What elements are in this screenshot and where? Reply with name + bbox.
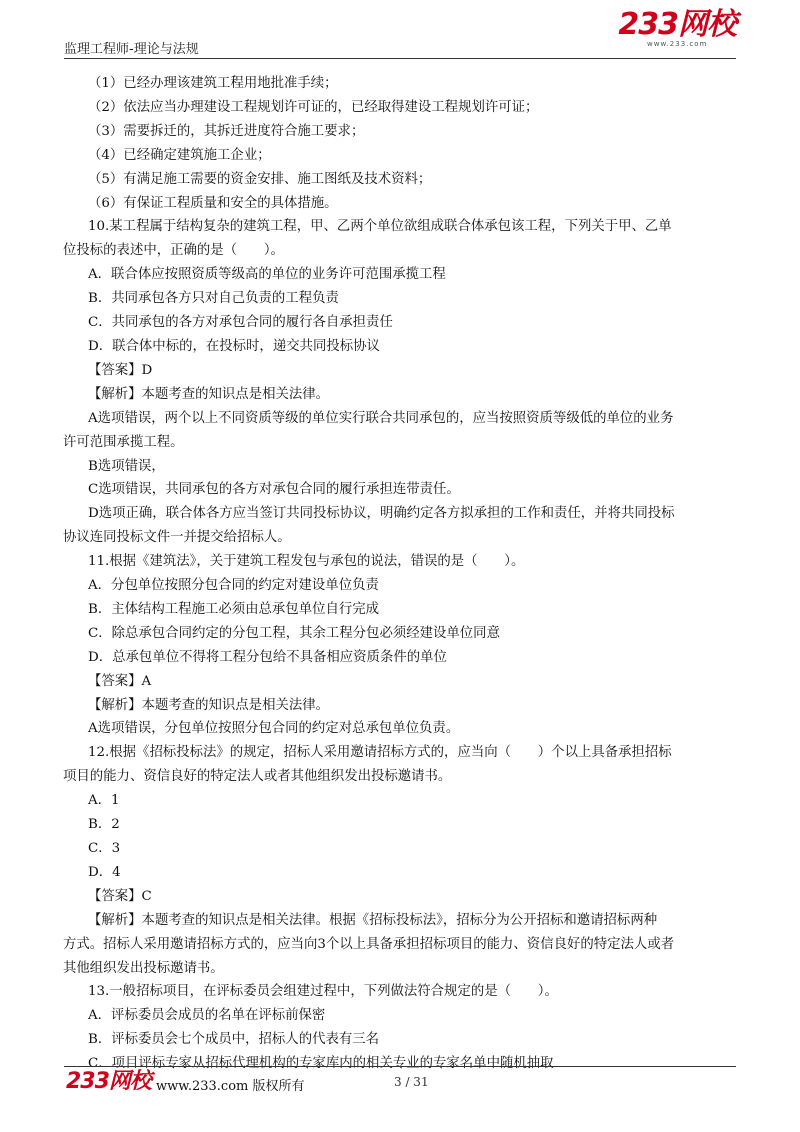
option-line: B．2 — [88, 817, 120, 833]
analysis-line: A选项错误，两个以上不同资质等级的单位实行联合共同承包的，应当按照资质等级低的单位的业务 — [88, 410, 674, 426]
analysis-line: 方式。招标人采用邀请招标方式的，应当向3个以上具备承担招标项目的能力、资信良好的特定法人或者 — [63, 936, 675, 952]
question-stem: 位投标的表述中，正确的是（ ）。 — [63, 243, 284, 259]
option-line: A．评标委员会成员的名单在评标前保密 — [88, 1008, 326, 1024]
option-line: A．分包单位按照分包合同的约定对建设单位负责 — [88, 578, 379, 594]
footer-logo-text: 233网校 — [66, 1069, 151, 1094]
option-line: B．共同承包各方只对自己负责的工程负责 — [88, 291, 339, 307]
text-line: （4）已经确定建筑施工企业； — [88, 147, 271, 163]
option-line: C．除总承包合同约定的分包工程，其余工程分包必须经建设单位同意 — [88, 625, 500, 641]
logo-text: 233网校 — [618, 7, 736, 42]
question-stem: 11.根据《建筑法》，关于建筑工程发包与承包的说法，错误的是（ ）。 — [88, 554, 525, 570]
header-title: 监理工程师-理论与法规 — [64, 42, 199, 57]
question-stem: 项目的能力、资信良好的特定法人或者其他组织发出投标邀请书。 — [63, 769, 452, 785]
text-line: （1）已经办理该建筑工程用地批准手续； — [88, 76, 338, 91]
analysis-line: 【解析】本题考查的知识点是相关法律。根据《招标投标法》，招标分为公开招标和邀请招标两种 — [88, 912, 658, 928]
page-header — [64, 0, 736, 62]
option-line: D．联合体中标的，在投标时，递交共同投标协议 — [88, 338, 380, 354]
analysis-line: D选项正确，联合体各方应当签订共同投标协议，明确约定各方拟承担的工作和责任，并将共同投标 — [88, 506, 675, 522]
page-number: 3 / 31 — [394, 1075, 429, 1089]
analysis-line: 【解析】本题考查的知识点是相关法律。 — [88, 386, 330, 402]
question-stem: 13.一般招标项目，在评标委员会组建过程中，下列做法符合规定的是（ ）。 — [88, 984, 558, 1000]
option-line: A．1 — [88, 793, 120, 809]
analysis-line: A选项错误，分包单位按照分包合同的约定对总承包单位负责。 — [88, 721, 460, 737]
analysis-line: 【解析】本题考查的知识点是相关法律。 — [88, 697, 330, 713]
analysis-line: 其他组织发出投标邀请书。 — [63, 960, 224, 976]
footer-logo — [66, 1071, 151, 1093]
page-footer — [64, 1066, 736, 1106]
analysis-line: 协议连同投标文件一并提交给招标人。 — [63, 530, 291, 546]
question-stem: 12.根据《招标投标法》的规定，招标人采用邀请招标方式的，应当向（ ）个以上具备承担招标 — [88, 745, 672, 761]
option-line: C．3 — [88, 841, 121, 856]
option-line: B．主体结构工程施工必须由总承包单位自行完成 — [88, 601, 380, 617]
logo-url: www.233.com — [647, 40, 708, 48]
document-body — [63, 72, 736, 1076]
question-stem: 10.某工程属于结构复杂的建筑工程，甲、乙两个单位欲组成联合体承包该工程，下列关于甲、乙单 — [88, 219, 672, 235]
text-line: （5）有满足施工需要的资金安排、施工图纸及技术资料； — [88, 171, 432, 187]
answer-line: 【答案】C — [88, 888, 152, 904]
option-line: B．评标委员会七个成员中，招标人的代表有三名 — [88, 1032, 380, 1048]
brand-logo — [618, 7, 736, 48]
copyright-text: www.233.com 版权所有 — [156, 1079, 305, 1094]
analysis-line: B选项错误， — [88, 458, 165, 474]
header-divider — [64, 58, 736, 59]
analysis-line: C选项错误，共同承包的各方对承包合同的履行承担连带责任。 — [88, 482, 460, 498]
analysis-line: 许可范围承揽工程。 — [63, 434, 184, 450]
option-line: D．总承包单位不得将工程分包给不具备相应资质条件的单位 — [88, 649, 447, 665]
footer-divider — [64, 1066, 736, 1067]
option-line: C．共同承包的各方对承包合同的履行各自承担责任 — [88, 315, 393, 331]
text-line: （3）需要拆迁的，其拆迁进度符合施工要求； — [88, 123, 365, 139]
option-line: D．4 — [88, 864, 121, 880]
text-line: （2）依法应当办理建设工程规划许可证的，已经取得建设工程规划许可证； — [88, 99, 539, 115]
option-line: C．项目评标专家从招标代理机构的专家库内的相关专业的专家名单中随机抽取 — [88, 1056, 554, 1072]
answer-line: 【答案】A — [88, 673, 152, 689]
answer-line: 【答案】D — [88, 362, 153, 378]
option-line: A．联合体应按照资质等级高的单位的业务许可范围承揽工程 — [88, 267, 446, 283]
text-line: （6）有保证工程质量和安全的具体措施。 — [88, 195, 338, 211]
